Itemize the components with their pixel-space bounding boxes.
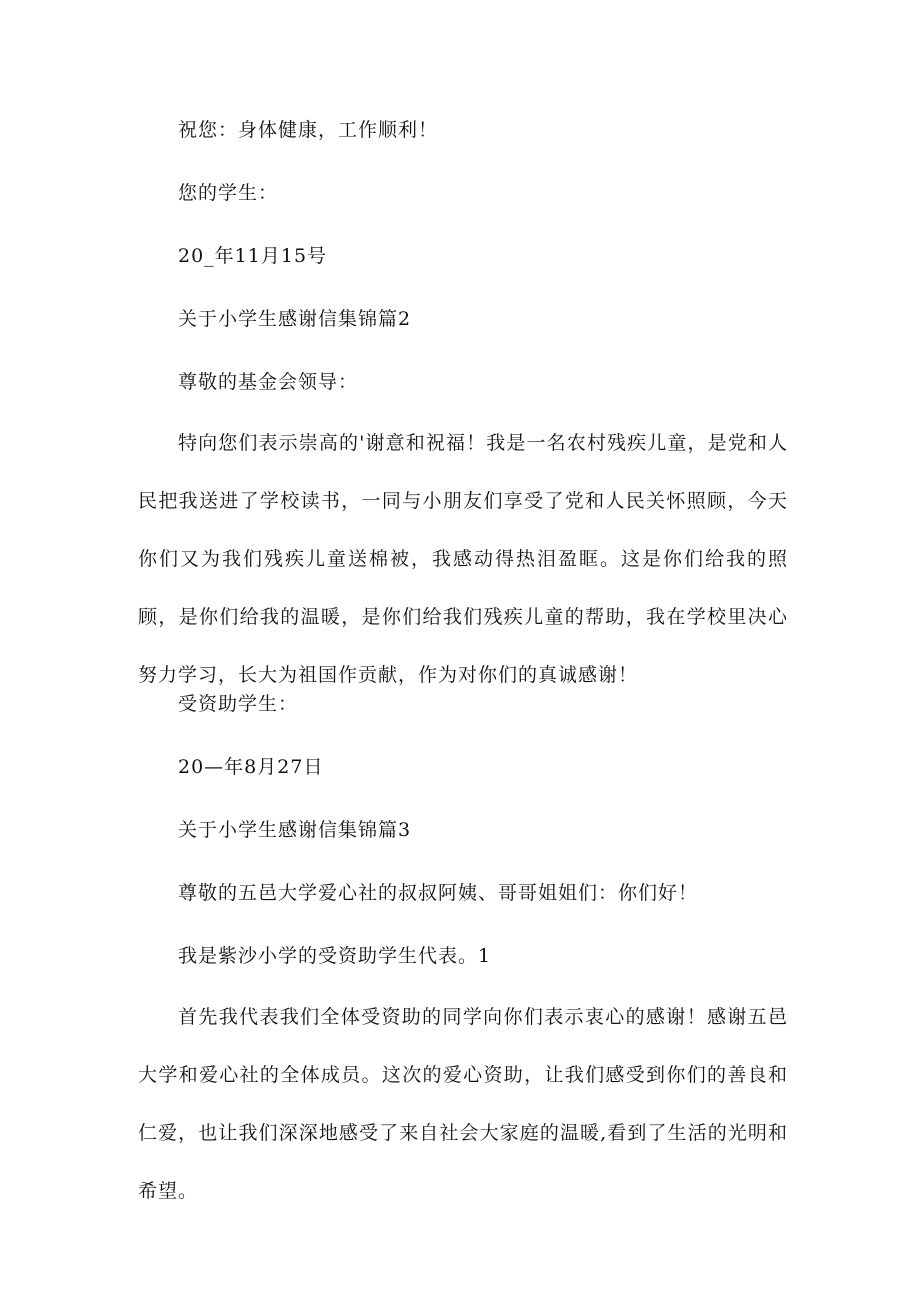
section-title-2: 关于小学生感谢信集锦篇2: [178, 308, 412, 330]
letter-body-2: 特向您们表示崇高的'谢意和祝福！我是一名农村残疾儿童，是党和人民把我送进了学校读书，一同与小朋友们享受了党和人民关怀照顾，今天你们又为我们残疾儿童送棉被，我感动得热泪盈眶。这是你们给我的照顾，是你们给我的温暖，是你们给我们残疾儿童的帮助，我在学校里决心努力学习，长大为祖国作贡献，作为对你们的真诚感谢！: [138, 432, 788, 686]
signature-student: 您的学生：: [178, 182, 279, 204]
section-title-3: 关于小学生感谢信集锦篇3: [178, 819, 412, 841]
date-1: 20_年11月15号: [178, 245, 328, 267]
letter-body-3: 首先我代表我们全体受资助的同学向你们表示衷心的感谢！感谢五邑大学和爱心社的全体成员。这次的爱心资助，让我们感受到你们的善良和仁爱，也让我们深深地感受了来自社会大家庭的温暖,看到了生活的光明和希望。: [138, 1006, 788, 1202]
closing-wish: 祝您：身体健康，工作顺利！: [178, 119, 439, 141]
intro-line-3: 我是紫沙小学的受资助学生代表。1: [178, 945, 492, 967]
salutation-2: 尊敬的基金会领导：: [178, 371, 359, 393]
salutation-3: 尊敬的五邑大学爱心社的叔叔阿姨、哥哥姐姐们：你们好！: [178, 882, 699, 904]
signature-sponsored-student: 受资助学生：: [178, 693, 299, 715]
date-2: 20—年8月27日: [178, 756, 324, 778]
